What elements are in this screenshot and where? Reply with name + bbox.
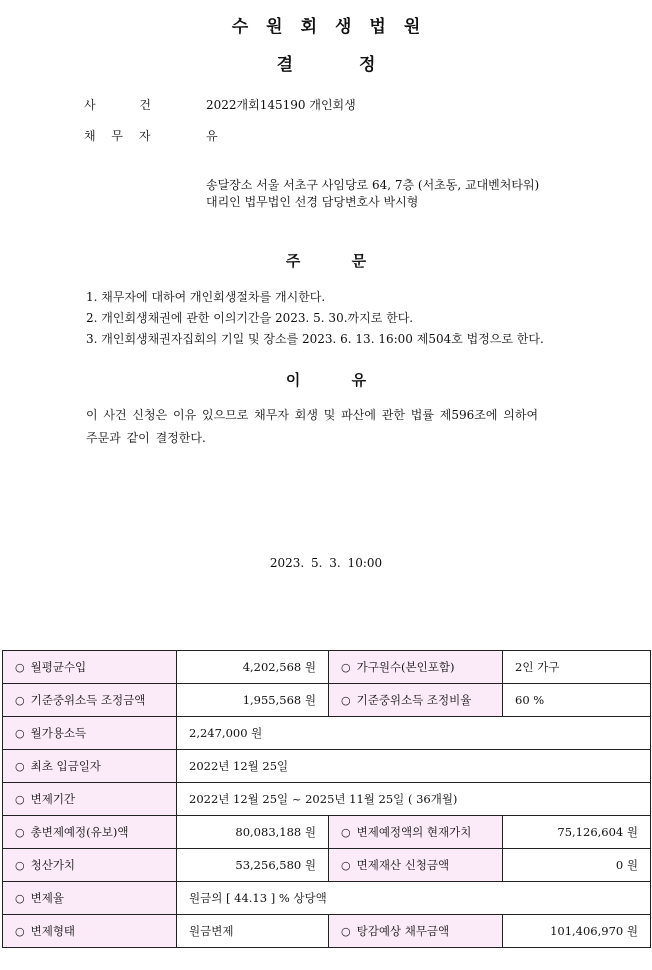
median-ratio-value: 60 % <box>503 684 651 717</box>
table-row <box>3 717 651 750</box>
table-row <box>3 783 651 816</box>
reason-title: 이 유 <box>285 371 367 389</box>
table-row <box>3 915 651 948</box>
case-value: 2022개회145190 개인회생 <box>206 98 356 112</box>
household-label: ○ 가구원수(본인포함) <box>329 651 503 684</box>
repayment-summary-table <box>2 650 651 948</box>
repayment-period-label: ○ 변제기간 <box>3 783 177 816</box>
expected-debt-value: 101,406,970 원 <box>503 915 651 948</box>
monthly-income-label: ○ 월평균수입 <box>3 651 177 684</box>
expected-debt-label: ○ 탕감예상 채무금액 <box>329 915 503 948</box>
total-repayment-value: 80,083,188 원 <box>177 816 329 849</box>
table-row <box>3 651 651 684</box>
delivery-address: 송달장소 서울 서초구 사임당로 64, 7층 (서초동, 교대벤처타워) <box>206 178 540 192</box>
liquidation-label: ○ 청산가치 <box>3 849 177 882</box>
table-row <box>3 849 651 882</box>
repayment-type-value: 원금변제 <box>177 915 329 948</box>
table-row <box>3 882 651 915</box>
case-label: 사 건 <box>84 98 151 112</box>
debtor-label: 채 무 자 <box>84 129 151 143</box>
repayment-type-label: ○ 변제형태 <box>3 915 177 948</box>
median-ratio-label: ○ 기준중위소득 조정비율 <box>329 684 503 717</box>
reason-line-1: 이 사건 신청은 이유 있으므로 채무자 회생 및 파산에 관한 법률 제596조에 의하여 <box>86 408 539 422</box>
exempt-property-label: ○ 면제재산 신청금액 <box>329 849 503 882</box>
available-income-label: ○ 월가용소득 <box>3 717 177 750</box>
reason-line-2: 주문과 같이 결정한다. <box>86 431 206 445</box>
median-adjusted-value: 1,955,568 원 <box>177 684 329 717</box>
case-row <box>84 96 356 113</box>
present-value-label: ○ 변제예정액의 현재가치 <box>329 816 503 849</box>
monthly-income-value: 4,202,568 원 <box>177 651 329 684</box>
household-value: 2인 가구 <box>503 651 651 684</box>
first-payment-value: 2022년 12월 25일 <box>177 750 651 783</box>
table-row <box>3 816 651 849</box>
order-item-3: 3. 개인회생채권자집회의 기일 및 장소를 2023. 6. 13. 16:00 제504호 법정으로 한다. <box>86 332 544 346</box>
repayment-rate-value: 원금의 [ 44.13 ] % 상당액 <box>177 882 651 915</box>
order-item-1: 1. 채무자에 대하여 개인회생절차를 개시한다. <box>86 290 326 304</box>
available-income-value: 2,247,000 원 <box>177 717 651 750</box>
present-value-value: 75,126,604 원 <box>503 816 651 849</box>
median-adjusted-label: ○ 기준중위소득 조정금액 <box>3 684 177 717</box>
order-title: 주 문 <box>285 252 367 270</box>
document-title: 결 정 <box>276 55 376 75</box>
repayment-period-value: 2022년 12월 25일 ~ 2025년 11월 25일 ( 36개월) <box>177 783 651 816</box>
liquidation-value: 53,256,580 원 <box>177 849 329 882</box>
decision-date: 2023. 5. 3. 10:00 <box>269 556 383 570</box>
exempt-property-value: 0 원 <box>503 849 651 882</box>
first-payment-label: ○ 최초 입금일자 <box>3 750 177 783</box>
debtor-value: 유 <box>206 129 218 143</box>
order-item-2: 2. 개인회생채권에 관한 이의기간을 2023. 5. 30.까지로 한다. <box>86 311 414 325</box>
legal-agent: 대리인 법무법인 선경 담당변호사 박시형 <box>206 195 419 209</box>
debtor-row <box>84 127 218 144</box>
table-row <box>3 684 651 717</box>
table-row <box>3 750 651 783</box>
total-repayment-label: ○ 총변제예정(유보)액 <box>3 816 177 849</box>
court-name: 수원회생법원 <box>231 17 439 37</box>
repayment-rate-label: ○ 변제율 <box>3 882 177 915</box>
